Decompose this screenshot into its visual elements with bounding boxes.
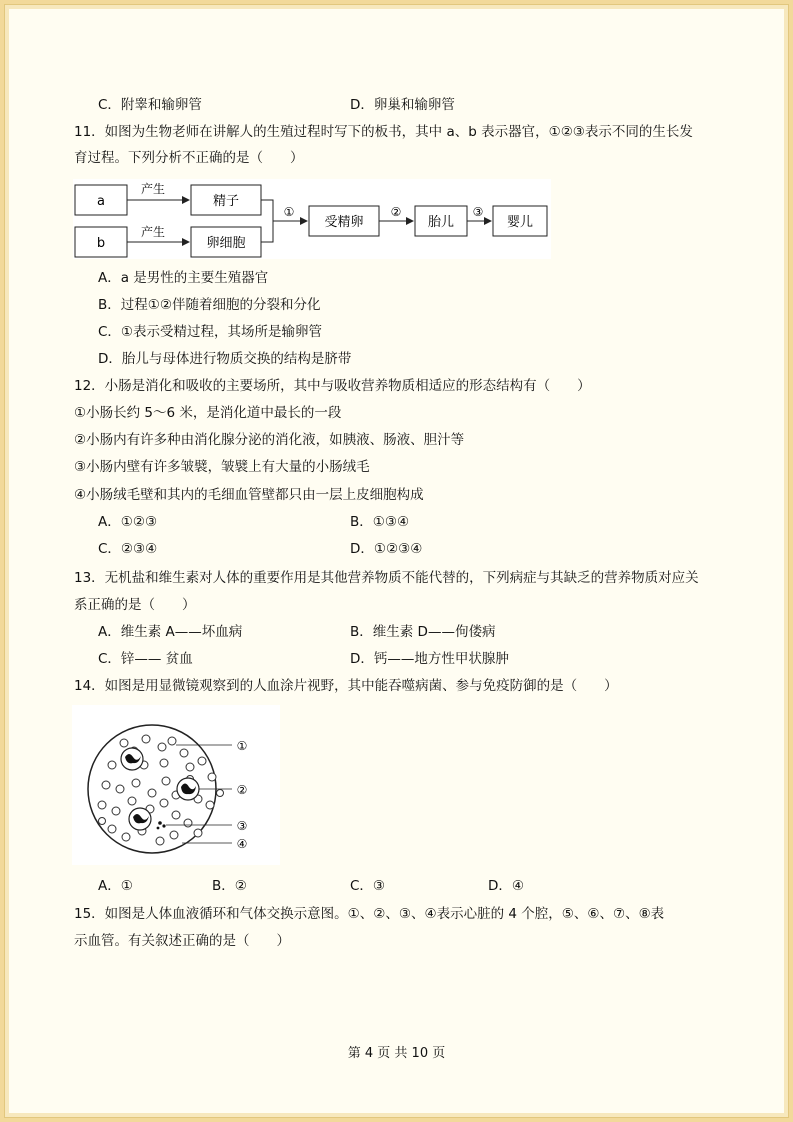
produce-label-1: 产生: [140, 182, 166, 196]
step-3-label: ③: [472, 205, 484, 219]
q13-stem-line1: 13．无机盐和维生素对人体的重要作用是其他营养物质不能代替的，下列病症与其缺乏的营养物质对应关: [74, 570, 699, 586]
q12-option-c: C．②③④: [98, 541, 158, 557]
q11-stem-line2: 育过程。下列分析不正确的是（ ）: [74, 150, 304, 166]
q13-option-b: B．维生素 D——佝偻病: [350, 624, 496, 640]
q10-option-d: D．卵巢和输卵管: [350, 97, 455, 113]
q13-option-c: C．锌—— 贫血: [98, 651, 193, 667]
q11-option-c: C．①表示受精过程，其场所是输卵管: [98, 324, 323, 340]
q14-option-d: D．④: [488, 878, 524, 894]
label-infant: 婴儿: [506, 215, 534, 230]
q11-stem-line1: 11．如图为生物老师在讲解人的生殖过程时写下的板书，其中 a、b 表示器官，①②③表示不同的生长发: [74, 124, 693, 140]
label-b: b: [96, 236, 106, 251]
q13-stem-line2: 系正确的是（ ）: [74, 597, 196, 613]
produce-label-2: 产生: [140, 225, 166, 239]
q11-option-b: B．过程①②伴随着细胞的分裂和分化: [98, 297, 321, 313]
q12-item-2: ②小肠内有许多种由消化腺分泌的消化液，如胰液、肠液、胆汁等: [74, 432, 465, 448]
q13-option-d: D．钙——地方性甲状腺肿: [350, 651, 509, 667]
q11-option-d: D．胎儿与母体进行物质交换的结构是脐带: [98, 351, 352, 367]
q12-option-b: B．①③④: [350, 514, 410, 530]
q15-stem-line1: 15．如图是人体血液循环和气体交换示意图。①、②、③、④表示心脏的 4 个腔，⑤、⑥、⑦、⑧表: [74, 906, 665, 922]
label-zygote: 受精卵: [324, 215, 364, 230]
step-1-label: ①: [283, 205, 295, 219]
q10-option-c: C．附睾和输卵管: [98, 97, 202, 113]
label-sperm: 精子: [212, 194, 240, 209]
q13-option-a: A．维生素 A——坏血病: [98, 624, 243, 640]
smear-label-2: ②: [236, 783, 248, 797]
q12-item-1: ①小肠长约 5～6 米，是消化道中最长的一段: [74, 405, 342, 421]
reproduction-flow-diagram: [73, 179, 551, 259]
smear-label-1: ①: [236, 739, 248, 753]
blood-smear-diagram: [72, 705, 280, 865]
q12-item-4: ④小肠绒毛壁和其内的毛细血管壁都只由一层上皮细胞构成: [74, 487, 424, 503]
q12-option-a: A．①②③: [98, 514, 158, 530]
q11-option-a: A．a 是男性的主要生殖器官: [98, 270, 269, 286]
q14-option-c: C．③: [350, 878, 386, 894]
q14-option-b: B．②: [212, 878, 247, 894]
q14-stem: 14．如图是用显微镜观察到的人血涂片视野，其中能吞噬病菌、参与免疫防御的是（ ）: [74, 678, 618, 694]
page-footer: 第 4 页 共 10 页: [347, 1046, 446, 1061]
q12-option-d: D．①②③④: [350, 541, 423, 557]
q14-option-a: A．①: [98, 878, 133, 894]
q12-item-3: ③小肠内壁有许多皱襞，皱襞上有大量的小肠绒毛: [74, 459, 370, 475]
label-a: a: [97, 194, 105, 209]
page-frame: [4, 4, 789, 1118]
q12-stem: 12．小肠是消化和吸收的主要场所，其中与吸收营养物质相适应的形态结构有（ ）: [74, 378, 591, 394]
label-fetus: 胎儿: [427, 215, 455, 230]
label-egg: 卵细胞: [206, 236, 246, 251]
smear-label-4: ④: [236, 837, 248, 851]
step-2-label: ②: [390, 205, 402, 219]
smear-label-3: ③: [236, 819, 248, 833]
q15-stem-line2: 示血管。有关叙述正确的是（ ）: [74, 933, 290, 949]
